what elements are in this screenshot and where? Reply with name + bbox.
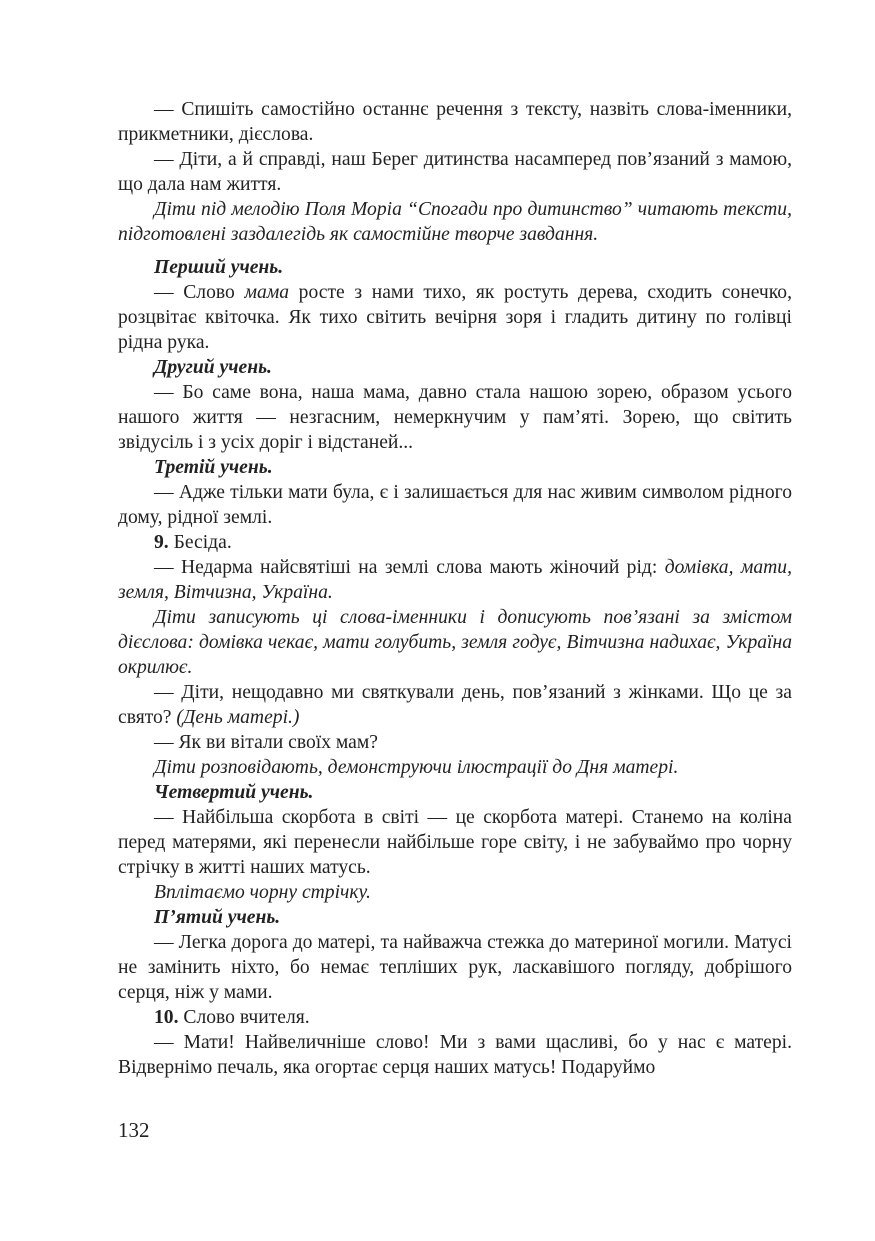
stage-direction: Вплітаємо чорну стрічку. (154, 882, 371, 903)
section-number: 10. (154, 1007, 179, 1028)
text: росте з нами тихо, як ростуть дерева, сходить сонечко, розцвітає квіточка. Як тихо світить вечірня зоря і гладить дитину по голівці рідна рука. (118, 282, 792, 353)
section-item (118, 1005, 792, 1030)
stage-direction: Діти записують ці слова-іменники і дописують пов’язані за змістом дієслова: домівка чекає, мати голубить, земля годує, Вітчизна надихає, Україна окрилює. (118, 607, 792, 678)
paragraph (118, 680, 792, 730)
page-number: 132 (118, 1118, 150, 1142)
text: — Слово (154, 282, 245, 303)
paragraph: — Найбільша скорбота в світі — це скорбота матері. Станемо на коліна перед матерями, які перенесли найбільше горе світу, і не забуваймо про чорну стрічку в житті наших матусь. (118, 807, 792, 878)
paragraph (118, 280, 792, 355)
paragraph: — Спишіть самостійно останнє речення з тексту, назвіть слова-іменники, прикметники, дієслова. (118, 99, 792, 145)
paragraph (118, 555, 792, 605)
stage-direction: Діти під мелодію Поля Моріа “Спогади про дитинство” читають тексти, підготовлені заздалегідь як самостійне творче завдання. (118, 199, 792, 245)
emphasis: мама (244, 282, 290, 303)
paragraph: — Мати! Найвеличніше слово! Ми з вами щасливі, бо у нас є матері. Відвернімо печаль, яка огортає серця наших матусь! Подаруймо (118, 1032, 792, 1078)
stage-direction: Діти розповідають, демонструючи ілюстрації до Дня матері. (154, 757, 679, 778)
emphasis: (День матері.) (176, 707, 300, 728)
emphasis: домівка, мати, земля, Вітчизна, Україна. (118, 557, 792, 603)
text: — Діти, нещодавно ми святкували день, пов’язаний з жінками. Що це за свято? (118, 682, 792, 728)
section-number: 9. (154, 532, 169, 553)
paragraph: — Як ви вітали своїх мам? (154, 732, 378, 753)
speaker-heading: Перший учень. (154, 257, 284, 278)
paragraph: — Легка дорога до матері, та найважча стежка до материної могили. Матусі не замінить ніхто, бо немає тепліших рук, ласкавішого погляду, добрішого серця, ніж у мами. (118, 932, 792, 1003)
text: Слово вчителя. (178, 1007, 310, 1028)
text: — Недарма найсвятіші на землі слова мають жіночий рід: (154, 557, 665, 578)
text: Бесіда. (168, 532, 232, 553)
page-body (118, 97, 792, 1080)
speaker-heading: П’ятий учень. (154, 907, 281, 928)
speaker-heading: Четвертий учень. (154, 782, 314, 803)
paragraph: — Бо саме вона, наша мама, давно стала нашою зорею, образом усього нашого життя — незгасним, немеркнучим у пам’яті. Зорею, що світить звідусіль і з усіх доріг і відстаней... (118, 382, 792, 453)
paragraph: — Адже тільки мати була, є і залишається для нас живим символом рідного дому, рідної землі. (118, 482, 792, 528)
section-item (118, 530, 792, 555)
paragraph: — Діти, а й справді, наш Берег дитинства насамперед пов’язаний з мамою, що дала нам життя. (118, 149, 792, 195)
speaker-heading: Другий учень. (154, 357, 272, 378)
speaker-heading: Третій учень. (154, 457, 273, 478)
